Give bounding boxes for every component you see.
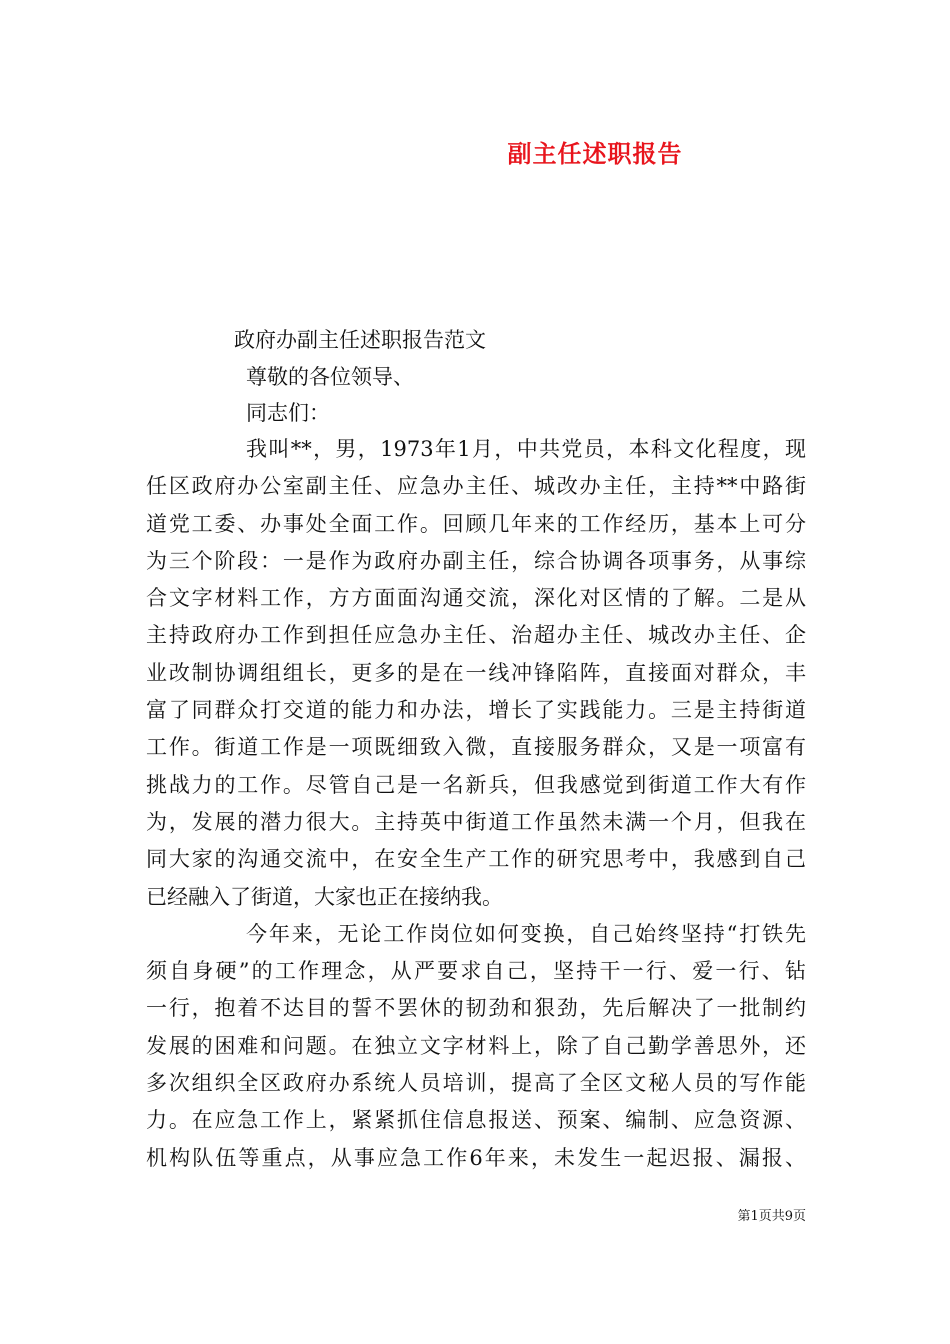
paragraph-line: 须自身硬”的工作理念，从严要求自己，坚持干一行、爱一行、钻: [146, 959, 806, 984]
paragraph-line: 挑战力的工作。尽管自己是一名新兵，但我感觉到街道工作大有作: [146, 772, 806, 797]
paragraph-line: 多次组织全区政府办系统人员培训，提高了全区文秘人员的写作能: [146, 1071, 806, 1096]
paragraph-line: 富了同群众打交道的能力和办法，增长了实践能力。三是主持街道: [146, 698, 806, 723]
paragraph-line: 道党工委、办事处全面工作。回顾几年来的工作经历，基本上可分: [146, 511, 806, 536]
paragraph-line: 我叫**，男，1973年1月，中共党员，本科文化程度，现: [246, 437, 806, 461]
document-subtitle: 政府办副主任述职报告范文: [234, 328, 486, 352]
paragraph-line: 主持政府办工作到担任应急办主任、治超办主任、城改办主任、企: [146, 623, 806, 648]
document-title: 副主任述职报告: [507, 139, 683, 168]
paragraph-line: 合文字材料工作，方方面面沟通交流，深化对区情的了解。二是从: [146, 586, 806, 611]
paragraph-line: 已经融入了街道，大家也正在接纳我。: [146, 884, 503, 909]
paragraph-line: 机构队伍等重点，从事应急工作6年来，未发生一起迟报、漏报、: [146, 1145, 806, 1170]
salutation-line-1: 尊敬的各位领导、: [246, 365, 414, 389]
paragraph-line: 为，发展的潜力很大。主持英中街道工作虽然未满一个月，但我在: [146, 809, 806, 834]
paragraph-line: 一行，抱着不达目的誓不罢休的韧劲和狠劲，先后解决了一批制约: [146, 996, 806, 1021]
paragraph-line: 今年来，无论工作岗位如何变换，自己始终坚持“打铁先: [246, 921, 806, 946]
paragraph-line: 发展的困难和问题。在独立文字材料上，除了自己勤学善思外，还: [146, 1033, 806, 1058]
paragraph-line: 工作。街道工作是一项既细致入微，直接服务群众，又是一项富有: [146, 735, 806, 760]
salutation-line-2: 同志们：: [246, 401, 330, 425]
paragraph-line: 业改制协调组组长，更多的是在一线冲锋陷阵，直接面对群众，丰: [146, 660, 806, 685]
paragraph-line: 为三个阶段：一是作为政府办副主任，综合协调各项事务，从事综: [146, 548, 806, 573]
paragraph-line: 同大家的沟通交流中，在安全生产工作的研究思考中，我感到自己: [146, 847, 806, 872]
page-number: 第1页共9页: [737, 1209, 806, 1224]
document-body: [146, 434, 806, 1180]
paragraph-line: 任区政府办公室副主任、应急办主任、城改办主任，主持**中路街: [146, 474, 806, 499]
paragraph-line: 力。在应急工作上，紧紧抓住信息报送、预案、编制、应急资源、: [146, 1108, 806, 1133]
